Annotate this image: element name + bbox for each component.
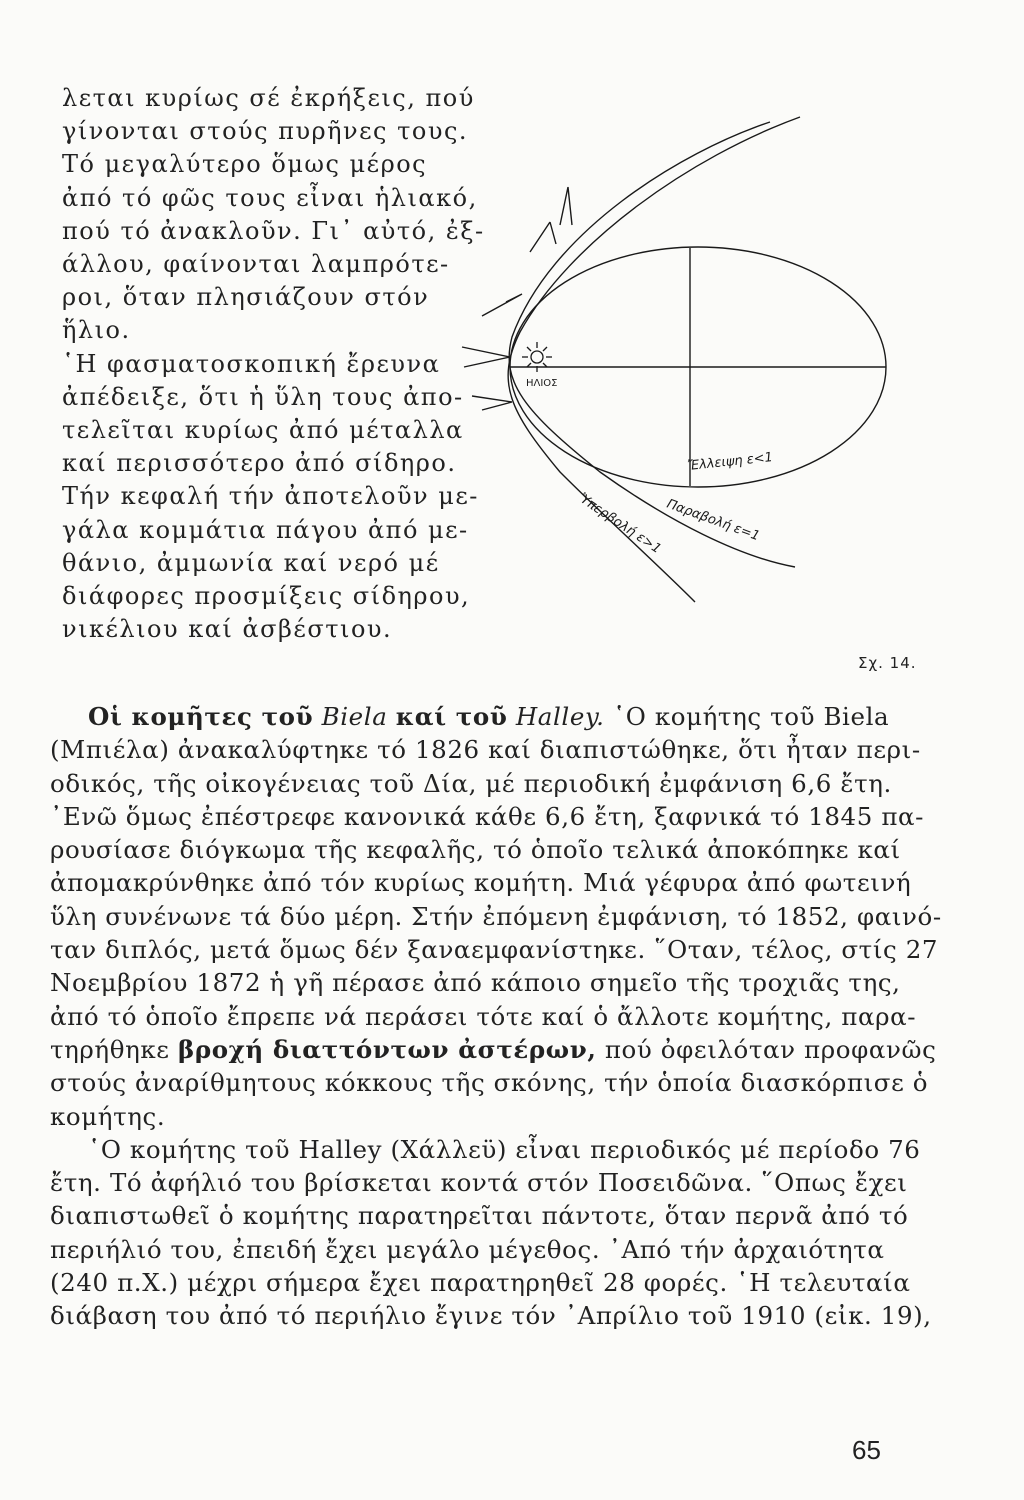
text-line: ὕλη συνένωνε τά δύο μέρη. Στήν ἐπόμενη ἐμφάνιση, τό 1852, φαινό- [50,901,942,931]
figure-caption: Σχ. 14. [858,654,917,672]
text-line: ἀπομακρύνθηκε ἀπό τόν κυρίως κομήτη. Μιά γέφυρα ἀπό φωτεινή [50,868,912,898]
text-line: άλλου, φαίνονται λαμπρότε- [62,250,450,279]
text-segment: πού ὀφειλόταν προφανῶς [604,1034,937,1064]
heading-part: Biela [321,702,388,731]
arrow-mark [472,396,512,410]
ellipse-label: Ἔλλειψη ε<1 [686,450,774,474]
text-segment: τηρήθηκε [50,1034,170,1064]
arrow-mark [462,347,510,367]
text-line: Τό μεγαλύτερο ὅμως μέρος [62,150,428,179]
text-line: πού τό ἀνακλοῦν. Γι᾽ αὐτό, ἐξ- [62,216,485,245]
text-line: οδικός, τῆς οἰκογένειας τοῦ Δία, μέ περιοδική ἐμφάνιση 6,6 ἔτη. [50,768,892,798]
text-line: ἥλιο. [62,316,131,345]
parabola-orbit [509,122,795,567]
text-line: διάβαση του ἀπό τό περιήλιο ἔγινε τόν ᾽Απρίλιο τοῦ 1910 (εἰκ. 19), [50,1301,932,1331]
section-heading-line [50,700,895,733]
text-line: διαπιστωθεῖ ὁ κομήτης παρατηρεῖται πάντοτε, ὅταν περνᾶ ἀπό τό [50,1201,909,1231]
heading-part: Halley. [515,702,605,731]
text-line: θάνιο, ἀμμωνία καί νερό μέ [62,548,440,577]
sun-label: ΗΛΙΟΣ [526,378,558,389]
text-line: διάφορες προσμίξεις σίδηρου, [62,582,471,611]
text-line: γίνονται στούς πυρῆνες τους. [62,117,469,146]
arrow-mark [560,187,572,225]
text-line: (240 π.Χ.) μέχρι σήμερα ἔχει παρατηρηθεῖ 28 φορές. ῾Η τελευταία [50,1268,911,1298]
arrow-mark [530,222,556,252]
emphasis-term: βροχή διαττόντων ἀστέρων, [177,1034,597,1064]
text-line: λεται κυρίως σέ ἐκρήξεις, πού [62,84,475,112]
text-line: νικέλιου καί ἀσβέστιου. [62,615,393,644]
parabola-label: Παραβολή ε=1 [664,496,762,545]
text-line: γάλα κομμάτια πάγου ἀπό με- [62,515,469,544]
text-line: κομήτης. [50,1101,166,1131]
text-line: (Μπιέλα) ἀνακαλύφτηκε τό 1826 καί διαπιστώθηκε, ὅτι ἦταν περι- [50,735,921,765]
text-line [50,1033,937,1066]
text-line: ἀπό τό φῶς τους εἶναι ἡλιακό, [62,183,478,212]
text-segment: ῾Ο κομήτης τοῦ Biela [612,702,890,731]
text-line: ῾Η φασματοσκοπική ἔρευνα [62,349,441,378]
arrow-mark [482,294,522,316]
text-line: τελεῖται κυρίως ἀπό μέταλλα [62,416,464,445]
text-line: ρουσίασε διόγκωμα τῆς κεφαλῆς, τό ὁποῖο τελικά ἀποκόπηκε καί [50,835,901,865]
text-line: ῾Ο κομήτης τοῦ Halley (Χάλλεϋ) εἶναι περιοδικός μέ περίοδο 76 [88,1134,921,1164]
text-line: στούς ἀναρίθμητους κόκκους τῆς σκόνης, τήν ὁποία διασκόρπισε ὁ [50,1068,929,1098]
text-line: ἀπό τό ὁποῖο ἔπρεπε νά περάσει τότε καί ὁ ἄλλοτε κομήτης, παρα- [50,1001,917,1031]
text-line: Νοεμβρίου 1872 ἡ γῆ πέρασε ἀπό κάποιο σημεῖο τῆς τροχιᾶς της, [50,968,901,998]
text-line: περιήλιό του, ἐπειδή ἔχει μεγάλο μέγεθος. ᾽Από τήν ἀρχαιότητα [50,1234,885,1264]
text-line: Τήν κεφαλή τήν ἀποτελοῦν με- [62,482,479,511]
top-paragraph [62,82,485,646]
page-number: 65 [852,1435,881,1465]
text-line: ροι, ὅταν πλησιάζουν στόν [62,283,430,312]
orbit-diagram-svg [440,82,920,692]
main-body [50,700,942,1333]
hyperbola-label: Ὑπερβολή ε>1 [575,490,664,557]
text-line: ᾽Ενῶ ὅμως ἐπέστρεφε κανονικά κάθε 6,6 ἔτη, ξαφνικά τό 1845 πα- [50,801,925,831]
text-line: ἀπέδειξε, ὅτι ἡ ὕλη τους ἀπο- [62,382,464,411]
orbit-diagram [440,82,920,692]
text-line: καί περισσότερο ἀπό σίδηρο. [62,449,457,478]
heading-part: καί τοῦ [395,702,508,731]
text-line: ταν διπλός, μετά ὅμως δέν ξαναεμφανίστηκε. ῞Οταν, τέλος, στίς 27 [50,935,939,965]
heading-part: Οἱ κομῆτες τοῦ [88,702,314,731]
text-line: ἔτη. Τό ἀφήλιό του βρίσκεται κοντά στόν Ποσειδῶνα. ῞Οπως ἔχει [50,1168,908,1198]
